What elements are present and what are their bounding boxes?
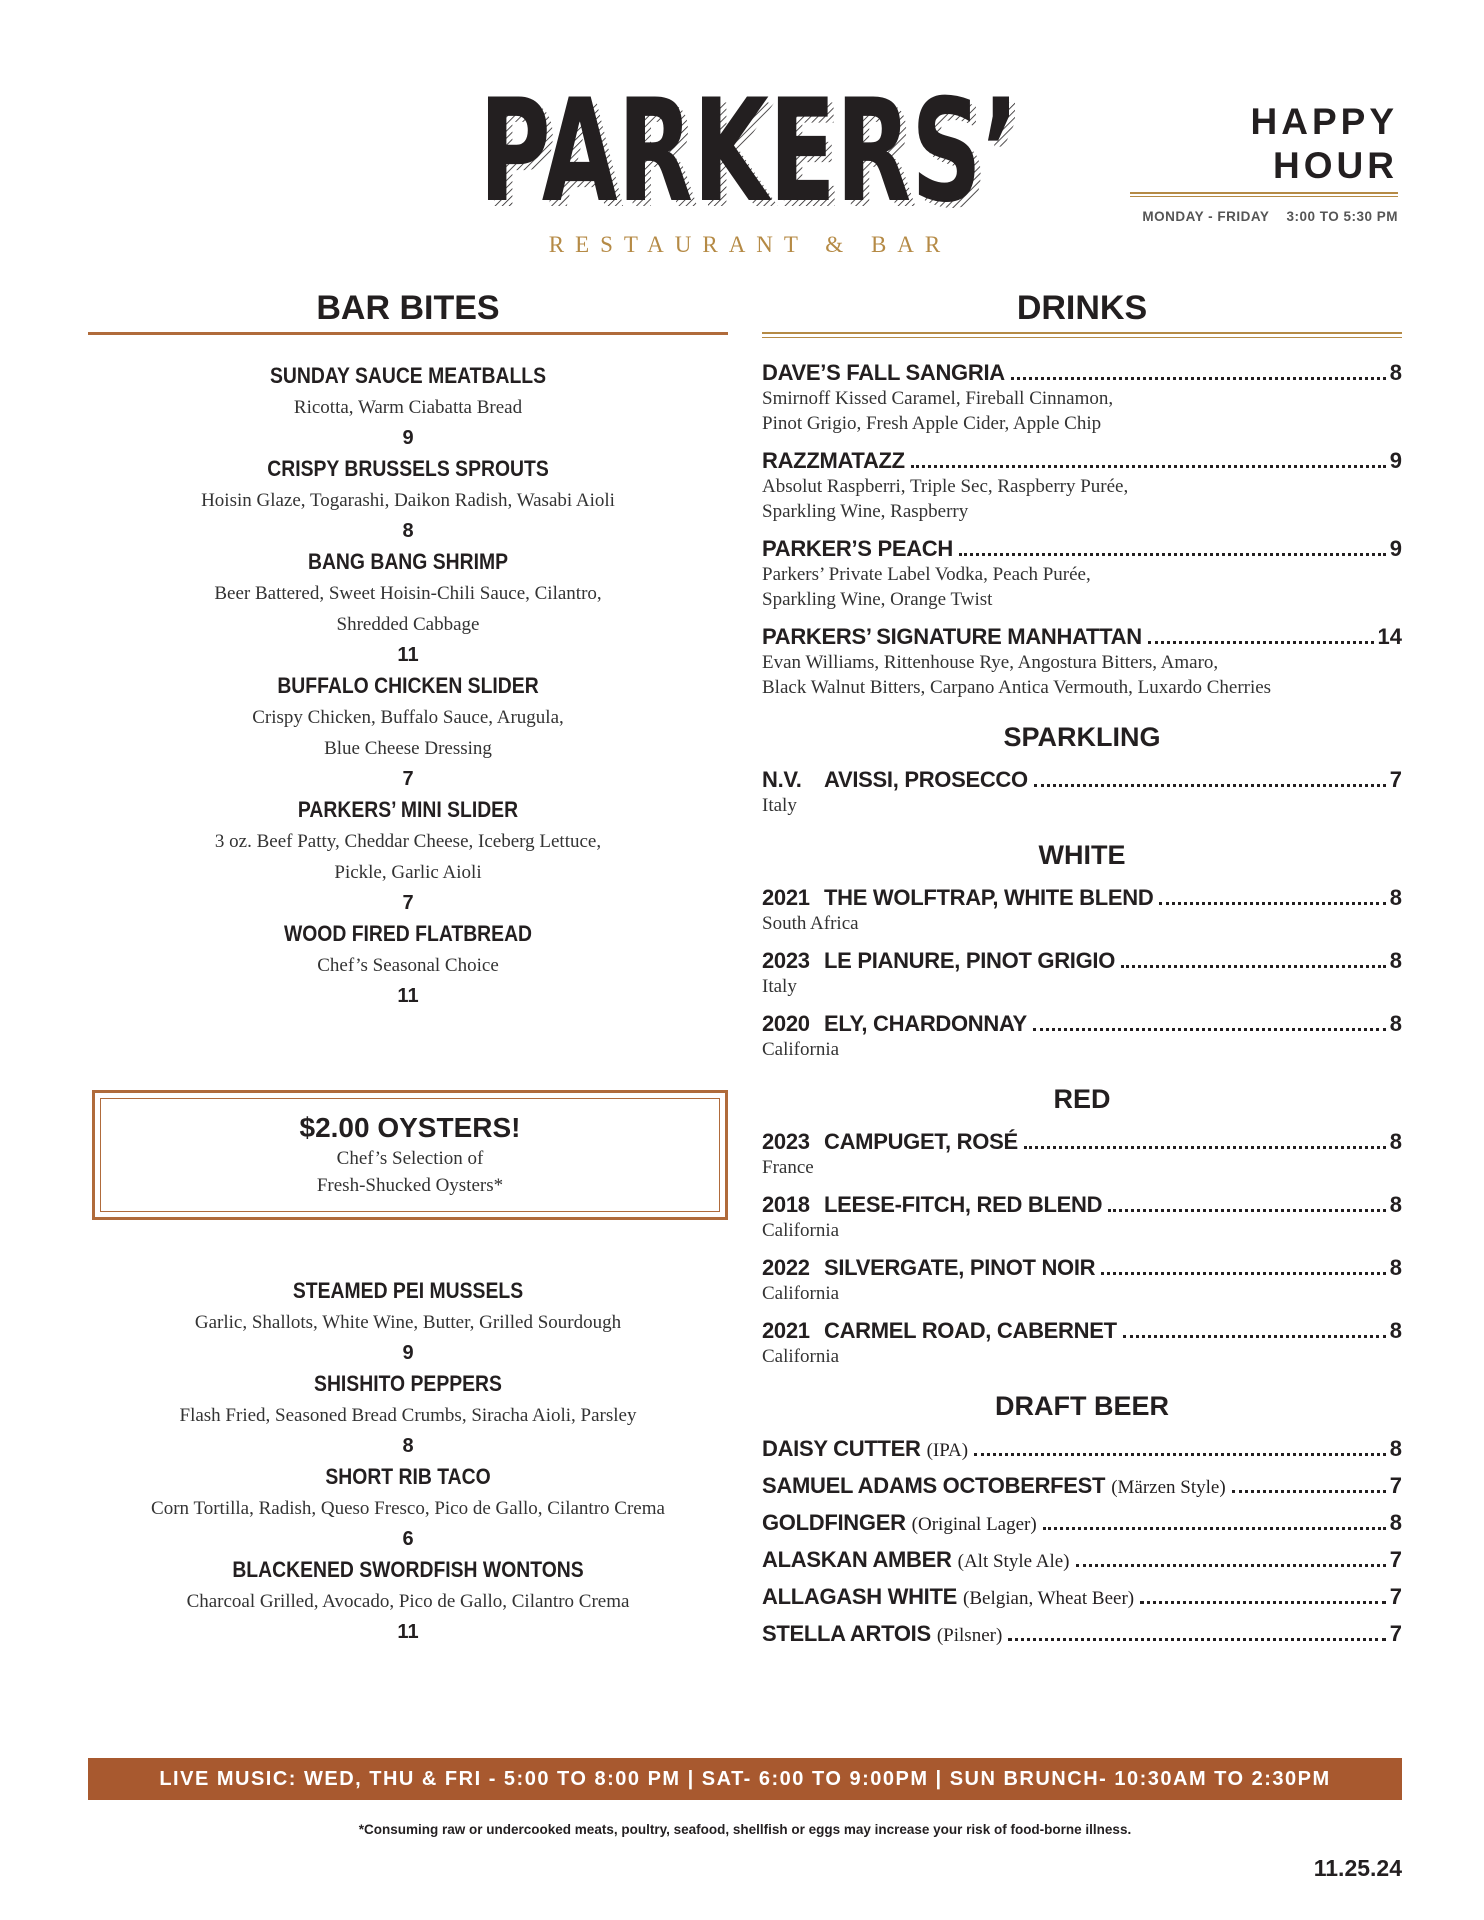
cocktail-desc: Sparkling Wine, Raspberry	[762, 501, 969, 522]
beer-row	[762, 1473, 1402, 1499]
bar-bite-price: 9	[402, 427, 414, 449]
dot-leader	[1108, 1209, 1386, 1212]
wine-origin: Italy	[762, 795, 797, 816]
wine-label	[762, 1255, 1095, 1281]
bar-bite-price: 11	[397, 644, 419, 666]
dot-leader	[1121, 965, 1386, 968]
wine-year: N.V.	[762, 767, 802, 792]
bar-bite-price: 8	[402, 1435, 414, 1457]
cocktail-row	[762, 360, 1402, 386]
wine-item	[762, 885, 1402, 936]
wine-year: 2021	[762, 1318, 810, 1343]
dot-leader	[1043, 1527, 1386, 1530]
bar-bite-name: PARKERS’ MINI SLIDER	[297, 797, 519, 822]
wine-item	[762, 1011, 1402, 1062]
wine-label	[762, 948, 1115, 974]
bar-bite-name: SUNDAY SAUCE MEATBALLS	[269, 363, 547, 388]
parkers-logo	[470, 82, 1030, 212]
dot-leader	[1140, 1601, 1386, 1604]
wine-origin: California	[762, 1220, 840, 1241]
cocktail-row	[762, 624, 1402, 650]
cocktail-price: 8	[1389, 360, 1402, 385]
bar-bite-item	[88, 794, 728, 918]
bar-bite-item	[88, 670, 728, 794]
red-heading: RED	[1053, 1084, 1111, 1114]
cocktail-desc: Evan Williams, Rittenhouse Rye, Angostura Bitters, Amaro,	[762, 652, 1219, 673]
bar-bite-desc: Blue Cheese Dressing	[324, 738, 492, 759]
dot-leader	[911, 465, 1386, 468]
cocktail-item	[762, 536, 1402, 612]
wine-origin: California	[762, 1346, 840, 1367]
bar-bite-name: WOOD FIRED FLATBREAD	[283, 921, 533, 946]
beer-name: DAISY CUTTER	[762, 1436, 921, 1461]
logo-text-shadow: PARKERS’	[485, 82, 1025, 212]
dot-leader	[1033, 1028, 1386, 1031]
bar-bite-name: BLACKENED SWORDFISH WONTONS	[232, 1557, 584, 1582]
bar-bite-item	[88, 1461, 728, 1554]
wine-price: 8	[1389, 1011, 1402, 1036]
dot-leader	[1232, 1490, 1386, 1493]
wine-label	[762, 885, 1153, 911]
beer-row	[762, 1436, 1402, 1462]
bar-bite-desc: Crispy Chicken, Buffalo Sauce, Arugula,	[252, 707, 564, 728]
menu-date: 11.25.24	[1313, 1855, 1402, 1881]
bar-bite-name: BUFFALO CHICKEN SLIDER	[277, 673, 539, 698]
beer-row	[762, 1547, 1402, 1573]
wine-item	[762, 1255, 1402, 1306]
bar-bite-desc: 3 oz. Beef Patty, Cheddar Cheese, Iceberg Lettuce,	[214, 831, 602, 852]
wine-row	[762, 1129, 1402, 1155]
beer-price: 7	[1389, 1584, 1402, 1609]
happy-hour-hours	[1130, 209, 1398, 224]
bar-bite-desc: Flash Fried, Seasoned Bread Crumbs, Siracha Aioli, Parsley	[179, 1405, 637, 1426]
drinks-rule	[762, 332, 1402, 338]
oysters-desc-line: Chef’s Selection of	[336, 1148, 484, 1169]
dot-leader	[1076, 1564, 1386, 1567]
wine-price: 8	[1389, 1255, 1402, 1280]
beer-price: 8	[1389, 1436, 1402, 1461]
wine-name: ELY, CHARDONNAY	[824, 1011, 1027, 1036]
wine-year: 2022	[762, 1255, 810, 1280]
wine-row	[762, 1318, 1402, 1344]
bar-bite-desc: Shredded Cabbage	[336, 614, 480, 635]
cocktail-item	[762, 360, 1402, 436]
beer-style: (Alt Style Ale)	[957, 1551, 1070, 1572]
wine-price: 8	[1389, 948, 1402, 973]
bar-bite-price: 6	[402, 1528, 414, 1550]
bar-bite-desc: Charcoal Grilled, Avocado, Pico de Gallo, Cilantro Crema	[186, 1591, 630, 1612]
bar-bite-desc: Corn Tortilla, Radish, Queso Fresco, Pico de Gallo, Cilantro Crema	[151, 1498, 665, 1519]
happy-hour-rule	[1130, 192, 1398, 197]
beer-name: ALASKAN AMBER	[762, 1547, 952, 1572]
cocktail-name: DAVE’S FALL SANGRIA	[762, 360, 1005, 385]
bar-bite-name: STEAMED PEI MUSSELS	[292, 1278, 524, 1303]
wine-label	[762, 1318, 1117, 1344]
wine-origin: California	[762, 1283, 840, 1304]
wine-item	[762, 1192, 1402, 1243]
bar-bite-price: 11	[397, 985, 419, 1007]
beer-price: 7	[1389, 1621, 1402, 1646]
wine-label	[762, 767, 1028, 793]
bar-bite-name: SHISHITO PEPPERS	[314, 1371, 502, 1396]
live-music-banner: LIVE MUSIC: WED, THU & FRI - 5:00 TO 8:00 PM | SAT- 6:00 TO 9:00PM | SUN BRUNCH- 10:30AM TO 2:30PM	[88, 1758, 1402, 1800]
bar-bite-item	[88, 453, 728, 546]
beer-name: SAMUEL ADAMS OCTOBERFEST	[762, 1473, 1106, 1498]
wine-item	[762, 948, 1402, 999]
logo-subtitle: RESTAURANT & BAR	[548, 232, 952, 257]
wine-row	[762, 1192, 1402, 1218]
cocktail-price: 14	[1377, 624, 1402, 649]
wine-origin: California	[762, 1039, 840, 1060]
bar-bite-name: SHORT RIB TACO	[325, 1464, 491, 1489]
beer-price: 7	[1389, 1547, 1402, 1572]
happy-hour-title: HAPPY HOUR	[1250, 101, 1398, 186]
beer-style: (Pilsner)	[936, 1625, 1003, 1646]
wine-name: CARMEL ROAD, CABERNET	[824, 1318, 1117, 1343]
beer-price: 7	[1389, 1473, 1402, 1498]
wine-year: 2023	[762, 1129, 810, 1154]
bar-bite-item	[88, 1275, 728, 1368]
beer-row	[762, 1510, 1402, 1536]
beer-style: (Belgian, Wheat Beer)	[963, 1588, 1135, 1609]
dot-leader	[1101, 1272, 1385, 1275]
drinks-list	[762, 360, 1402, 1658]
dot-leader	[1159, 902, 1385, 905]
cocktail-item	[762, 624, 1402, 700]
beer-style: (Original Lager)	[911, 1514, 1037, 1535]
bar-bites-heading: BAR BITES	[316, 289, 500, 327]
bar-bite-price: 11	[397, 1621, 419, 1643]
wine-label	[762, 1129, 1018, 1155]
beer-name: ALLAGASH WHITE	[762, 1584, 958, 1609]
draft-beer-heading: DRAFT BEER	[995, 1391, 1169, 1421]
happy-hour-time: 3:00 TO 5:30 PM	[1286, 209, 1398, 224]
bar-bite-price: 8	[402, 520, 414, 542]
cocktail-item	[762, 448, 1402, 524]
wine-origin: South Africa	[762, 913, 859, 934]
beer-style: (IPA)	[926, 1440, 969, 1461]
beer-name: GOLDFINGER	[762, 1510, 906, 1535]
dot-leader	[1011, 377, 1386, 380]
bar-bites-list-bottom	[88, 1275, 728, 1647]
cocktail-desc: Absolut Raspberri, Triple Sec, Raspberry Purée,	[762, 476, 1129, 497]
happy-hour-block	[1130, 100, 1398, 224]
bar-bite-desc: Chef’s Seasonal Choice	[317, 955, 499, 976]
bar-bite-desc: Garlic, Shallots, White Wine, Butter, Grilled Sourdough	[194, 1312, 622, 1333]
oysters-box	[92, 1090, 728, 1220]
cocktail-price: 9	[1389, 448, 1402, 473]
cocktail-name: PARKERS’ SIGNATURE MANHATTAN	[762, 624, 1142, 649]
wine-price: 8	[1389, 885, 1402, 910]
wine-item	[762, 1318, 1402, 1369]
bar-bite-price: 9	[402, 1342, 414, 1364]
bar-bite-price: 7	[402, 768, 414, 790]
wine-row	[762, 948, 1402, 974]
bar-bite-item	[88, 360, 728, 453]
beer-name: STELLA ARTOIS	[762, 1621, 931, 1646]
cocktail-desc: Black Walnut Bitters, Carpano Antica Vermouth, Luxardo Cherries	[762, 677, 1272, 698]
wine-label	[762, 1192, 1102, 1218]
dot-leader	[1123, 1335, 1386, 1338]
wine-item	[762, 1129, 1402, 1180]
wine-item	[762, 767, 1402, 818]
wine-price: 8	[1389, 1129, 1402, 1154]
wine-label	[762, 1011, 1027, 1037]
wine-row	[762, 1011, 1402, 1037]
cocktail-price: 9	[1389, 536, 1402, 561]
beer-row	[762, 1621, 1402, 1647]
beer-row	[762, 1584, 1402, 1610]
cocktail-name: PARKER’S PEACH	[762, 536, 953, 561]
beer-price: 8	[1389, 1510, 1402, 1535]
disclaimer: *Consuming raw or undercooked meats, poultry, seafood, shellfish or eggs may increase your risk of food-borne illness.	[358, 1822, 1132, 1837]
wine-origin: France	[762, 1157, 814, 1178]
wine-price: 8	[1389, 1192, 1402, 1217]
bar-bite-desc: Hoisin Glaze, Togarashi, Daikon Radish, Wasabi Aioli	[201, 490, 615, 511]
wine-name: LEESE-FITCH, RED BLEND	[824, 1192, 1103, 1217]
beer-style: (Märzen Style)	[1111, 1477, 1226, 1498]
wine-name: SILVERGATE, PINOT NOIR	[824, 1255, 1096, 1280]
white-heading: WHITE	[1038, 840, 1126, 870]
wine-year: 2018	[762, 1192, 810, 1217]
oysters-desc	[101, 1145, 719, 1199]
happy-hour-days: MONDAY - FRIDAY	[1142, 209, 1270, 224]
wine-name: CAMPUGET, ROSÉ	[824, 1129, 1018, 1154]
bar-bites-list-top	[88, 360, 728, 1011]
wine-price: 8	[1389, 1318, 1402, 1343]
cocktail-desc: Sparkling Wine, Orange Twist	[762, 589, 993, 610]
oysters-desc-line: Fresh-Shucked Oysters*	[316, 1175, 504, 1196]
cocktail-desc: Pinot Grigio, Fresh Apple Cider, Apple Chip	[762, 413, 1102, 434]
wine-origin: Italy	[762, 976, 797, 997]
wine-year: 2020	[762, 1011, 810, 1036]
bar-bite-item	[88, 1368, 728, 1461]
wine-name: THE WOLFTRAP, WHITE BLEND	[824, 885, 1154, 910]
wine-row	[762, 767, 1402, 793]
sparkling-heading: SPARKLING	[1003, 722, 1161, 752]
bar-bite-item	[88, 918, 728, 1011]
dot-leader	[1034, 784, 1386, 787]
wine-name: AVISSI, PROSECCO	[824, 767, 1028, 792]
cocktail-row	[762, 536, 1402, 562]
dot-leader	[1008, 1638, 1385, 1641]
bar-bite-desc: Ricotta, Warm Ciabatta Bread	[293, 397, 523, 418]
cocktail-desc: Parkers’ Private Label Vodka, Peach Purée,	[762, 564, 1091, 585]
cocktail-row	[762, 448, 1402, 474]
wine-year: 2023	[762, 948, 810, 973]
wine-year: 2021	[762, 885, 810, 910]
dot-leader	[1148, 641, 1374, 644]
wine-name: LE PIANURE, PINOT GRIGIO	[824, 948, 1116, 973]
bar-bite-item	[88, 546, 728, 670]
oysters-title: $2.00 OYSTERS!	[299, 1112, 521, 1143]
bar-bite-name: BANG BANG SHRIMP	[307, 549, 509, 574]
dot-leader	[959, 553, 1386, 556]
bar-bite-name: CRISPY BRUSSELS SPROUTS	[267, 456, 549, 481]
wine-price: 7	[1389, 767, 1402, 792]
dot-leader	[1024, 1146, 1386, 1149]
drinks-heading: DRINKS	[1016, 289, 1148, 327]
cocktail-desc: Smirnoff Kissed Caramel, Fireball Cinnamon,	[762, 388, 1114, 409]
wine-row	[762, 1255, 1402, 1281]
bar-bite-desc: Pickle, Garlic Aioli	[334, 862, 482, 883]
logo-text: PARKERS’	[479, 82, 1019, 212]
dot-leader	[974, 1453, 1386, 1456]
bar-bite-price: 7	[402, 892, 414, 914]
cocktail-name: RAZZMATAZZ	[762, 448, 905, 473]
bar-bite-item	[88, 1554, 728, 1647]
bar-bites-rule	[88, 332, 728, 337]
wine-row	[762, 885, 1402, 911]
bar-bite-desc: Beer Battered, Sweet Hoisin-Chili Sauce, Cilantro,	[214, 583, 602, 604]
